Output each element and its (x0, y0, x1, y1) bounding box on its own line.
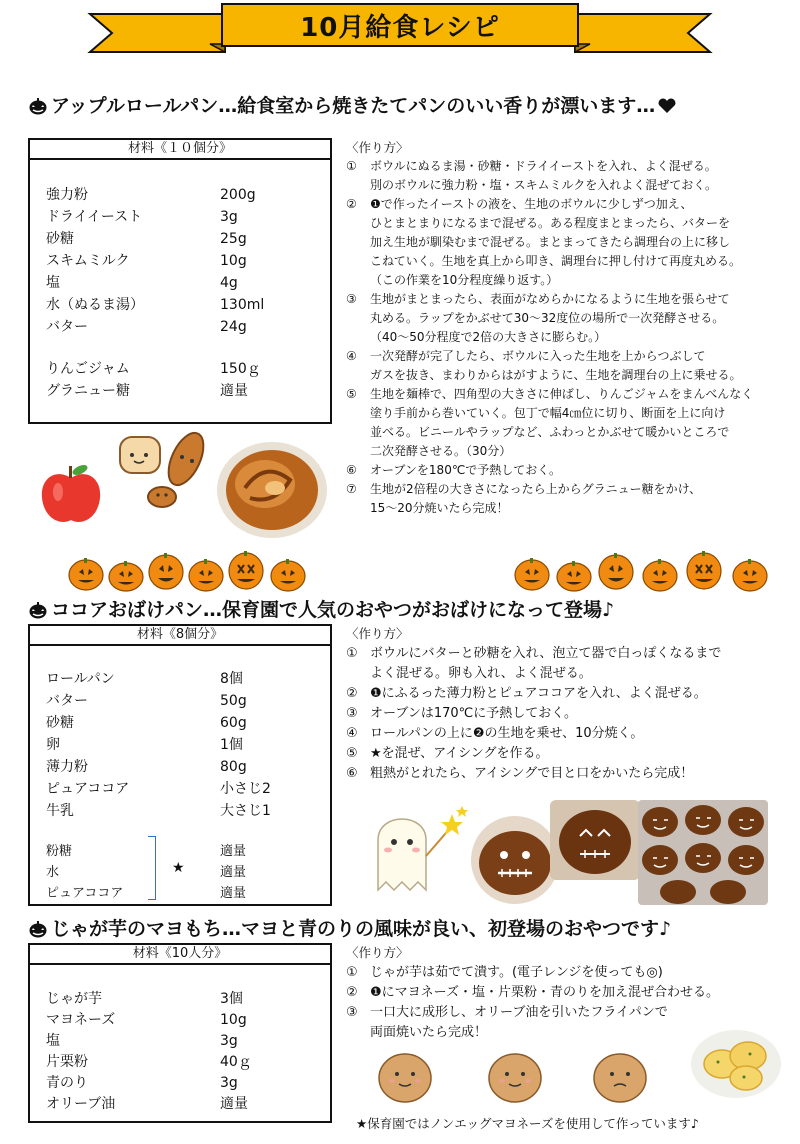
step-number: ⑥ (346, 766, 358, 781)
page-title: 10月給食レシピ (300, 13, 500, 43)
ingredient-qty: 40ｇ (220, 1054, 252, 1070)
steps-heading: 〈作り方〉 (346, 945, 409, 960)
step-line: ❶で作ったイーストの液を、生地のボウルに少しずつ加え、 (370, 197, 693, 211)
ingredient-qty: 10g (220, 1012, 247, 1028)
step-number: ⑤ (346, 387, 357, 401)
step-line: ボウルにバターと砂糖を入れ、泡立て器で白っぽくなるまで (370, 646, 722, 661)
ingredient-qty: 適量 (220, 844, 247, 859)
step-line: 別のボウルに強力粉・塩・スキムミルクを入れよく混ぜておく。 (370, 178, 718, 192)
ingredient-name: 薄力粉 (46, 759, 88, 775)
pumpkin-row-left (66, 545, 316, 595)
ingredient-name: 強力粉 (46, 187, 88, 203)
step-line: ボウルにぬるま湯・砂糖・ドライイーストを入れ、よく混ぜる。 (370, 159, 717, 173)
step-line: 15～20分焼いたら完成！ (370, 501, 509, 515)
step-item (346, 764, 796, 784)
step-line: 一次発酵が完了したら、ボウルに入った生地を上からつぶして (370, 349, 706, 363)
section-header-text: じゃが芋のマヨもち…マヨと青のりの風味が良い、初登場のおやつです♪ (51, 918, 672, 940)
ingredients-title: 材料《10人分》 (30, 945, 330, 965)
ingredients-box-apple-roll (28, 138, 332, 424)
section-header-text: ココアおばけパン…保育園で人気のおやつがおばけになって登場♪ (51, 599, 615, 621)
ingredient-row (46, 668, 243, 688)
ingredients-box-potato-mochi (28, 943, 332, 1123)
ingredient-row (46, 294, 264, 314)
icing-star-mark: ★ (172, 860, 185, 876)
section-header-apple-roll (28, 93, 677, 119)
step-item (346, 724, 796, 744)
ingredient-name: 塩 (46, 1033, 60, 1049)
ingredient-name: 砂糖 (46, 715, 74, 731)
steps-heading: 〈作り方〉 (346, 626, 409, 641)
ingredient-row (46, 228, 247, 248)
ingredient-name: ロールパン (46, 671, 115, 687)
icing-bracket (148, 836, 156, 900)
ingredient-name: 卵 (46, 737, 60, 753)
step-number: ② (346, 686, 358, 701)
potato-mochi-photo (690, 1020, 782, 1100)
step-line: 一口大に成形し、オリーブ油を引いたフライパンで (370, 1005, 668, 1020)
ingredient-name: じゃが芋 (46, 991, 102, 1007)
ingredient-qty: 3個 (220, 991, 243, 1007)
ingredient-row (46, 1030, 238, 1050)
step-item (346, 157, 796, 195)
ingredient-name: りんごジャム (46, 361, 130, 377)
step-item (346, 963, 796, 983)
step-number: ④ (346, 726, 358, 741)
ingredient-qty: 130ml (220, 297, 265, 313)
ingredient-name: グラニュー糖 (46, 383, 130, 399)
step-line: ロールパンの上に❷の生地を乗せ、10分焼く。 (370, 726, 644, 741)
ingredients-box-cocoa-ghost (28, 624, 332, 906)
heart-icon (657, 97, 677, 115)
step-number: ③ (346, 292, 357, 306)
ingredient-name: 水（ぬるま湯） (46, 297, 144, 313)
ingredient-qty: 小さじ2 (220, 781, 271, 797)
step-line: 加え生地が馴染むまで混ぜる。まとまってきたら調理台の上に移し (370, 235, 731, 249)
ingredient-row (46, 988, 243, 1008)
icing-row (46, 882, 246, 901)
ingredient-row (46, 690, 247, 710)
step-number: ⑦ (346, 482, 357, 496)
ingredient-name: 牛乳 (46, 803, 74, 819)
ingredient-qty: 適量 (220, 865, 247, 880)
step-item (346, 684, 796, 704)
steps-apple-roll (346, 138, 796, 518)
ingredient-qty: 適量 (220, 886, 247, 901)
step-number: ① (346, 159, 357, 173)
ingredient-name: マヨネーズ (46, 1012, 116, 1028)
step-number: ② (346, 985, 358, 1000)
ingredient-name: バター (46, 319, 88, 335)
section-header-potato-mochi (28, 916, 671, 942)
step-line: 生地が2倍程の大きさになったら上からグラニュー糖をかけ、 (370, 482, 702, 496)
ingredient-qty: 24g (220, 319, 247, 335)
step-line: 生地がまとまったら、表面がなめらかになるように生地を張らせて (370, 292, 730, 306)
ingredient-qty: 200g (220, 187, 256, 203)
ingredient-row (46, 316, 247, 336)
step-item (346, 385, 796, 461)
step-number: ② (346, 197, 357, 211)
ingredient-row (46, 184, 256, 204)
cocoa-ghost-bread-photo-1 (470, 815, 560, 905)
ingredient-name: 粉糖 (46, 844, 73, 859)
ingredient-row (46, 250, 247, 270)
steps-cocoa-ghost (346, 624, 796, 784)
step-item (346, 290, 796, 347)
ingredient-name: 水 (46, 865, 60, 880)
step-number: ③ (346, 1005, 358, 1020)
step-line: 両面焼いたら完成！ (370, 1025, 488, 1040)
step-line: 塗り手前から巻いていく。包丁で幅4㎝位に切り、断面を上に向け (370, 406, 726, 420)
step-number: ① (346, 646, 358, 661)
pumpkin-row-right (510, 545, 780, 595)
ingredient-row (46, 1051, 252, 1071)
ingredient-qty: 25g (220, 231, 247, 247)
ingredient-qty: 80g (220, 759, 247, 775)
ingredient-row (46, 778, 271, 798)
step-line: 丸める。ラップをかぶせて30～32度位の場所で一次発酵させる。 (370, 311, 725, 325)
pumpkin-icon (28, 601, 48, 619)
ingredient-qty: 8個 (220, 671, 243, 687)
bread-characters-illustration (112, 425, 212, 515)
step-number: ① (346, 965, 358, 980)
step-line: よく混ぜる。卵も入れ、よく混ぜる。 (370, 666, 592, 681)
step-line: ★を混ぜ、アイシングを作る。 (370, 746, 549, 761)
ingredient-name: 片栗粉 (46, 1054, 88, 1070)
title-banner (0, 0, 800, 66)
ingredient-qty: 3g (220, 1075, 238, 1091)
ingredient-name: オリーブ油 (46, 1096, 116, 1112)
step-line: ひとまとまりになるまで混ぜる。ある程度まとまったら、バターを (370, 216, 731, 230)
step-line: （この作業を10分程度繰り返す。） (370, 273, 559, 287)
step-line: オーブンを180℃で予熱しておく。 (370, 463, 562, 477)
ingredient-name: スキムミルク (46, 253, 130, 269)
step-number: ④ (346, 349, 357, 363)
cocoa-ghost-bread-tray-photo (638, 800, 768, 905)
step-line: （40～50分程度で2倍の大きさに膨らむ。） (370, 330, 607, 344)
step-line: こねていく。生地を真上から叩き、調理台に押し付けて再度丸める。 (370, 254, 741, 268)
ingredients-title: 材料《8個分》 (30, 626, 330, 646)
ingredient-qty: 10g (220, 253, 247, 269)
pumpkin-icon (28, 97, 48, 115)
ingredients-title: 材料《１０個分》 (30, 140, 330, 160)
step-line: じゃが芋は茹でて潰す。(電子レンジを使っても◎) (370, 965, 663, 980)
step-line: 粗熱がとれたら、アイシングで目と口をかいたら完成！ (370, 766, 694, 781)
ingredient-row (46, 358, 261, 378)
step-item (346, 983, 796, 1003)
ingredient-row (46, 800, 271, 820)
ingredient-row (46, 1009, 247, 1029)
ingredient-row (46, 734, 243, 754)
step-line: ガスを抜き、まわりからはがすように、生地を調理台の上に乗せる。 (370, 368, 742, 382)
step-item (346, 347, 796, 385)
ingredient-name: ピュアココア (46, 781, 130, 797)
apple-illustration (36, 460, 106, 530)
step-number: ⑥ (346, 463, 357, 477)
ingredient-qty: 3g (220, 209, 238, 225)
ingredient-qty: 60g (220, 715, 247, 731)
ingredient-row (46, 206, 238, 226)
step-item (346, 704, 796, 724)
step-number: ⑤ (346, 746, 358, 761)
step-item (346, 644, 796, 684)
step-line: オーブンは170℃に予熱しておく。 (370, 706, 577, 721)
step-line: ❶にふるった薄力粉とピュアココアを入れ、よく混ぜる。 (370, 686, 707, 701)
ingredient-qty: 3g (220, 1033, 238, 1049)
ghost-illustration (360, 800, 470, 900)
ingredient-name: バター (46, 693, 88, 709)
ingredient-row (46, 272, 238, 292)
section-header-cocoa-ghost (28, 597, 614, 623)
ingredient-qty: 1個 (220, 737, 243, 753)
ingredient-row (46, 712, 247, 732)
step-line: 二次発酵させる。（30分） (370, 444, 512, 458)
step-item (346, 195, 796, 290)
ingredient-name: 砂糖 (46, 231, 74, 247)
step-line: 生地を麺棒で、四角型の大きさに伸ばし、りんごジャムをまんべんなく (370, 387, 754, 401)
mayonnaise-note: ★保育園ではノンエッグマヨネーズを使用して作っています♪ (356, 1116, 699, 1131)
ingredient-qty: 50g (220, 693, 247, 709)
step-item (346, 480, 796, 518)
cocoa-ghost-bread-photo-2 (550, 800, 640, 880)
ingredient-qty: 適量 (220, 383, 248, 399)
ingredient-name: 青のり (46, 1075, 88, 1091)
apple-roll-bread-photo (215, 440, 330, 540)
step-item (346, 744, 796, 764)
step-line: ❶にマヨネーズ・塩・片栗粉・青のりを加え混ぜ合わせる。 (370, 985, 720, 1000)
steps-heading: 〈作り方〉 (346, 140, 409, 155)
icing-row (46, 840, 246, 859)
ingredient-name: 塩 (46, 275, 60, 291)
ingredient-qty: 150ｇ (220, 361, 261, 377)
ingredient-name: ドライイースト (46, 209, 143, 225)
ingredient-qty: 適量 (220, 1096, 248, 1112)
ingredient-name: ピュアココア (46, 886, 124, 901)
section-header-text: アップルロールパン…給食室から焼きたてパンのいい香りが漂います… (51, 95, 656, 117)
ingredient-qty: 4g (220, 275, 238, 291)
step-line: 並べる。ビニールやラップなど、ふわっとかぶせて暖かいところで (370, 425, 730, 439)
pumpkin-icon (28, 920, 48, 938)
potato-characters-illustration (370, 1048, 660, 1108)
step-item (346, 461, 796, 480)
ingredient-row (46, 1072, 238, 1092)
ingredient-row (46, 756, 247, 776)
icing-row (46, 861, 246, 880)
ingredient-row (46, 1093, 248, 1113)
ingredient-row (46, 380, 248, 400)
step-number: ③ (346, 706, 358, 721)
ingredient-qty: 大さじ1 (220, 803, 271, 819)
